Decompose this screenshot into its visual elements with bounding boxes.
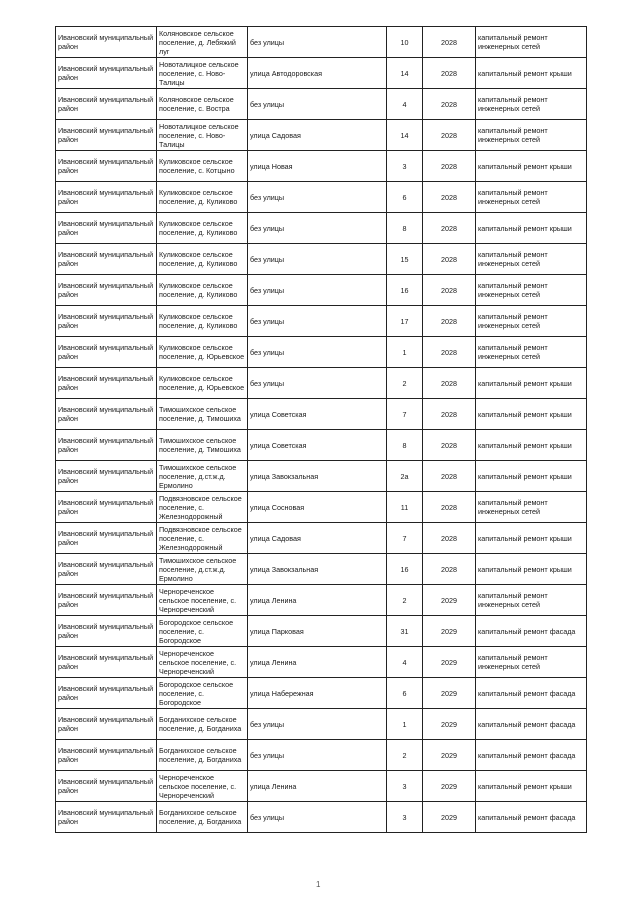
house-number-cell: 31 — [387, 616, 423, 647]
work-type-cell: капитальный ремонт фасада — [476, 802, 587, 833]
year-cell: 2028 — [423, 213, 476, 244]
work-type-cell: капитальный ремонт инженерных сетей — [476, 647, 587, 678]
table-row — [56, 368, 587, 399]
district-cell: Ивановский муниципальный район — [56, 399, 157, 430]
house-number-cell: 4 — [387, 89, 423, 120]
table-row — [56, 120, 587, 151]
street-cell: улица Завокзальная — [248, 554, 387, 585]
work-type-cell: капитальный ремонт фасада — [476, 709, 587, 740]
work-type-cell: капитальный ремонт инженерных сетей — [476, 89, 587, 120]
house-number-cell: 1 — [387, 337, 423, 368]
settlement-cell: Подвязновское сельское поселение, с. Железнодорожный — [157, 492, 248, 523]
street-cell: без улицы — [248, 27, 387, 58]
street-cell: улица Завокзальная — [248, 461, 387, 492]
street-cell: улица Сосновая — [248, 492, 387, 523]
house-number-cell: 6 — [387, 678, 423, 709]
table-row — [56, 771, 587, 802]
work-type-cell: капитальный ремонт крыши — [476, 213, 587, 244]
year-cell: 2029 — [423, 647, 476, 678]
year-cell: 2028 — [423, 461, 476, 492]
street-cell: улица Автодоровская — [248, 58, 387, 89]
settlement-cell: Чернореченское сельское поселение, с. Чернореченский — [157, 585, 248, 616]
district-cell: Ивановский муниципальный район — [56, 523, 157, 554]
table-row — [56, 182, 587, 213]
work-type-cell: капитальный ремонт фасада — [476, 678, 587, 709]
work-type-cell: капитальный ремонт фасада — [476, 616, 587, 647]
year-cell: 2028 — [423, 89, 476, 120]
work-type-cell: капитальный ремонт фасада — [476, 740, 587, 771]
settlement-cell: Богданихское сельское поселение, д. Богданиха — [157, 802, 248, 833]
year-cell: 2029 — [423, 802, 476, 833]
settlement-cell: Чернореченское сельское поселение, с. Чернореченский — [157, 771, 248, 802]
street-cell: улица Набережная — [248, 678, 387, 709]
table-row — [56, 802, 587, 833]
street-cell: улица Ленина — [248, 647, 387, 678]
year-cell: 2028 — [423, 523, 476, 554]
house-number-cell: 7 — [387, 399, 423, 430]
year-cell: 2029 — [423, 740, 476, 771]
work-type-cell: капитальный ремонт инженерных сетей — [476, 182, 587, 213]
work-type-cell: капитальный ремонт крыши — [476, 151, 587, 182]
house-number-cell: 3 — [387, 771, 423, 802]
year-cell: 2028 — [423, 368, 476, 399]
street-cell: без улицы — [248, 709, 387, 740]
district-cell: Ивановский муниципальный район — [56, 89, 157, 120]
work-type-cell: капитальный ремонт инженерных сетей — [476, 244, 587, 275]
work-type-cell: капитальный ремонт крыши — [476, 58, 587, 89]
district-cell: Ивановский муниципальный район — [56, 213, 157, 244]
table-row — [56, 709, 587, 740]
house-number-cell: 8 — [387, 213, 423, 244]
year-cell: 2028 — [423, 275, 476, 306]
page-mark: 1 — [316, 880, 321, 889]
house-number-cell: 17 — [387, 306, 423, 337]
work-type-cell: капитальный ремонт крыши — [476, 523, 587, 554]
work-type-cell: капитальный ремонт крыши — [476, 368, 587, 399]
work-type-cell: капитальный ремонт крыши — [476, 399, 587, 430]
house-number-cell: 2а — [387, 461, 423, 492]
settlement-cell: Тимошихское сельское поселение, д. Тимошиха — [157, 399, 248, 430]
house-number-cell: 10 — [387, 27, 423, 58]
street-cell: улица Ленина — [248, 585, 387, 616]
street-cell: улица Садовая — [248, 120, 387, 151]
year-cell: 2029 — [423, 709, 476, 740]
street-cell: улица Садовая — [248, 523, 387, 554]
street-cell: без улицы — [248, 213, 387, 244]
street-cell: без улицы — [248, 89, 387, 120]
settlement-cell: Куликовское сельское поселение, д. Куликово — [157, 213, 248, 244]
settlement-cell: Куликовское сельское поселение, д. Куликово — [157, 182, 248, 213]
table-row — [56, 554, 587, 585]
district-cell: Ивановский муниципальный район — [56, 151, 157, 182]
street-cell: улица Новая — [248, 151, 387, 182]
table-row — [56, 678, 587, 709]
work-type-cell: капитальный ремонт инженерных сетей — [476, 337, 587, 368]
year-cell: 2028 — [423, 244, 476, 275]
table-row — [56, 740, 587, 771]
district-cell: Ивановский муниципальный район — [56, 337, 157, 368]
table-row — [56, 523, 587, 554]
table-row — [56, 306, 587, 337]
work-type-cell: капитальный ремонт инженерных сетей — [476, 27, 587, 58]
district-cell: Ивановский муниципальный район — [56, 306, 157, 337]
settlement-cell: Богданихское сельское поселение, д. Богданиха — [157, 709, 248, 740]
table-row — [56, 399, 587, 430]
settlement-cell: Новоталицкое сельское поселение, с. Ново-Талицы — [157, 120, 248, 151]
table-row — [56, 616, 587, 647]
year-cell: 2028 — [423, 554, 476, 585]
year-cell: 2029 — [423, 678, 476, 709]
house-number-cell: 7 — [387, 523, 423, 554]
district-cell: Ивановский муниципальный район — [56, 182, 157, 213]
year-cell: 2029 — [423, 585, 476, 616]
district-cell: Ивановский муниципальный район — [56, 678, 157, 709]
house-number-cell: 11 — [387, 492, 423, 523]
street-cell: без улицы — [248, 802, 387, 833]
district-cell: Ивановский муниципальный район — [56, 275, 157, 306]
settlement-cell: Коляновское сельское поселение, д. Лебяжий луг — [157, 27, 248, 58]
street-cell: улица Советская — [248, 399, 387, 430]
house-number-cell: 6 — [387, 182, 423, 213]
district-cell: Ивановский муниципальный район — [56, 492, 157, 523]
table-row — [56, 151, 587, 182]
street-cell: без улицы — [248, 182, 387, 213]
street-cell: без улицы — [248, 337, 387, 368]
year-cell: 2028 — [423, 337, 476, 368]
district-cell: Ивановский муниципальный район — [56, 616, 157, 647]
house-number-cell: 3 — [387, 802, 423, 833]
settlement-cell: Богородское сельское поселение, с. Богородское — [157, 616, 248, 647]
settlement-cell: Новоталицкое сельское поселение, с. Ново-Талицы — [157, 58, 248, 89]
house-number-cell: 2 — [387, 740, 423, 771]
district-cell: Ивановский муниципальный район — [56, 58, 157, 89]
house-number-cell: 1 — [387, 709, 423, 740]
street-cell: улица Парковая — [248, 616, 387, 647]
street-cell: без улицы — [248, 306, 387, 337]
year-cell: 2028 — [423, 306, 476, 337]
house-number-cell: 4 — [387, 647, 423, 678]
house-number-cell: 16 — [387, 554, 423, 585]
work-type-cell: капитальный ремонт крыши — [476, 554, 587, 585]
settlement-cell: Подвязновское сельское поселение, с. Железнодорожный — [157, 523, 248, 554]
settlement-cell: Тимошихское сельское поселение, д.ст.ж.д. Ермолино — [157, 554, 248, 585]
settlement-cell: Куликовское сельское поселение, с. Котцыно — [157, 151, 248, 182]
street-cell: улица Советская — [248, 430, 387, 461]
district-cell: Ивановский муниципальный район — [56, 740, 157, 771]
street-cell: без улицы — [248, 368, 387, 399]
district-cell: Ивановский муниципальный район — [56, 585, 157, 616]
settlement-cell: Куликовское сельское поселение, д. Юрьевское — [157, 337, 248, 368]
table-body — [56, 27, 587, 833]
district-cell: Ивановский муниципальный район — [56, 771, 157, 802]
street-cell: улица Ленина — [248, 771, 387, 802]
settlement-cell: Куликовское сельское поселение, д. Куликово — [157, 306, 248, 337]
house-number-cell: 15 — [387, 244, 423, 275]
settlement-cell: Тимошихское сельское поселение, д.ст.ж.д. Ермолино — [157, 461, 248, 492]
year-cell: 2028 — [423, 120, 476, 151]
year-cell: 2028 — [423, 399, 476, 430]
year-cell: 2028 — [423, 182, 476, 213]
work-type-cell: капитальный ремонт крыши — [476, 461, 587, 492]
work-type-cell: капитальный ремонт крыши — [476, 771, 587, 802]
district-cell: Ивановский муниципальный район — [56, 368, 157, 399]
table-row — [56, 275, 587, 306]
housing-repair-table — [55, 26, 587, 833]
table-row — [56, 647, 587, 678]
settlement-cell: Куликовское сельское поселение, д. Куликово — [157, 244, 248, 275]
table-row — [56, 430, 587, 461]
work-type-cell: капитальный ремонт инженерных сетей — [476, 306, 587, 337]
house-number-cell: 16 — [387, 275, 423, 306]
year-cell: 2028 — [423, 492, 476, 523]
district-cell: Ивановский муниципальный район — [56, 244, 157, 275]
table-row — [56, 58, 587, 89]
settlement-cell: Богородское сельское поселение, с. Богородское — [157, 678, 248, 709]
settlement-cell: Чернореченское сельское поселение, с. Чернореченский — [157, 647, 248, 678]
year-cell: 2029 — [423, 616, 476, 647]
settlement-cell: Коляновское сельское поселение, с. Востра — [157, 89, 248, 120]
year-cell: 2028 — [423, 27, 476, 58]
table-row — [56, 27, 587, 58]
table-row — [56, 585, 587, 616]
street-cell: без улицы — [248, 740, 387, 771]
year-cell: 2028 — [423, 430, 476, 461]
table-row — [56, 244, 587, 275]
house-number-cell: 14 — [387, 58, 423, 89]
work-type-cell: капитальный ремонт инженерных сетей — [476, 585, 587, 616]
work-type-cell: капитальный ремонт инженерных сетей — [476, 492, 587, 523]
district-cell: Ивановский муниципальный район — [56, 461, 157, 492]
house-number-cell: 2 — [387, 368, 423, 399]
house-number-cell: 3 — [387, 151, 423, 182]
house-number-cell: 14 — [387, 120, 423, 151]
table-row — [56, 461, 587, 492]
district-cell: Ивановский муниципальный район — [56, 709, 157, 740]
work-type-cell: капитальный ремонт крыши — [476, 430, 587, 461]
district-cell: Ивановский муниципальный район — [56, 802, 157, 833]
year-cell: 2028 — [423, 151, 476, 182]
house-number-cell: 8 — [387, 430, 423, 461]
district-cell: Ивановский муниципальный район — [56, 554, 157, 585]
year-cell: 2028 — [423, 58, 476, 89]
settlement-cell: Куликовское сельское поселение, д. Куликово — [157, 275, 248, 306]
district-cell: Ивановский муниципальный район — [56, 647, 157, 678]
district-cell: Ивановский муниципальный район — [56, 430, 157, 461]
table-row — [56, 492, 587, 523]
work-type-cell: капитальный ремонт инженерных сетей — [476, 120, 587, 151]
table-row — [56, 337, 587, 368]
street-cell: без улицы — [248, 244, 387, 275]
settlement-cell: Богданихское сельское поселение, д. Богданиха — [157, 740, 248, 771]
table-row — [56, 213, 587, 244]
house-number-cell: 2 — [387, 585, 423, 616]
settlement-cell: Тимошихское сельское поселение, д. Тимошиха — [157, 430, 248, 461]
street-cell: без улицы — [248, 275, 387, 306]
settlement-cell: Куликовское сельское поселение, д. Юрьевское — [157, 368, 248, 399]
work-type-cell: капитальный ремонт инженерных сетей — [476, 275, 587, 306]
district-cell: Ивановский муниципальный район — [56, 27, 157, 58]
table-row — [56, 89, 587, 120]
year-cell: 2029 — [423, 771, 476, 802]
district-cell: Ивановский муниципальный район — [56, 120, 157, 151]
